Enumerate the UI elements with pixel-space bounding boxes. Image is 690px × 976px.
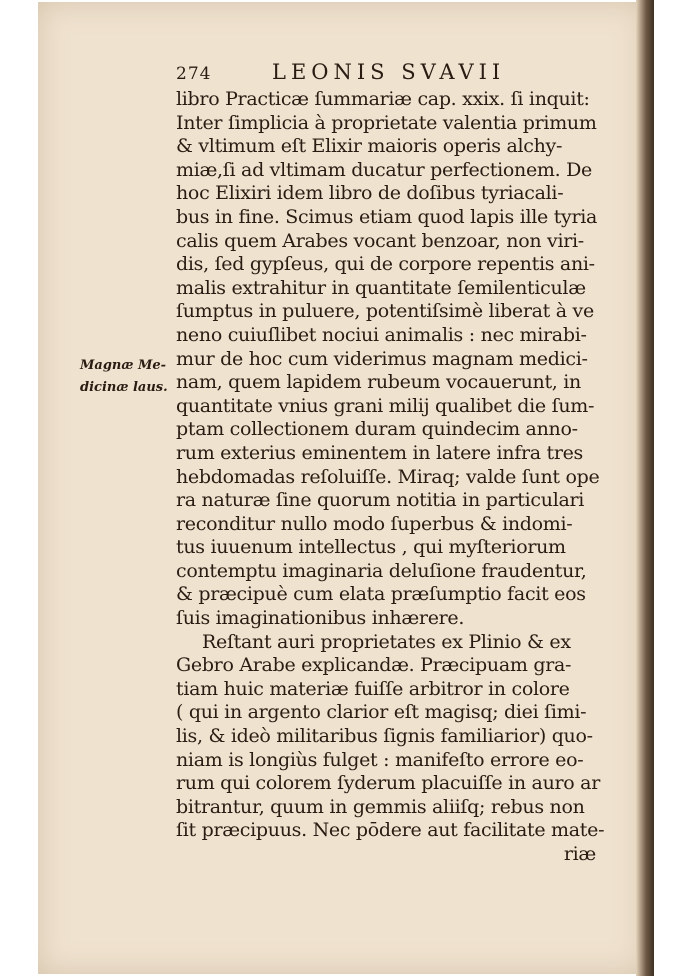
text-line: miæ,ſi ad vltimam ducatur perfectionem. De <box>176 158 592 181</box>
text-line: bus in fine. Scimus etiam quod lapis ille tyria <box>176 205 598 228</box>
text-line: ſuis imaginationibus inhærere. <box>176 607 465 630</box>
text-line: malis extrahitur in quantitate ſemilenticulæ <box>176 276 586 299</box>
body-text <box>176 88 605 867</box>
text-line: calis quem Arabes vocant benzoar, non viri- <box>176 229 584 252</box>
text-line: Inter ſimplicia à proprietate valentia primum <box>176 111 597 134</box>
text-line: ptam collectionem duram quindecim anno- <box>176 418 578 441</box>
margin-note-line: Magnæ Me- <box>80 358 167 373</box>
text-line: neno cuiuſlibet nociui animalis : nec mirabi- <box>176 323 587 346</box>
text-line: tus iuuenum intellectus , qui myſteriorum <box>176 536 566 559</box>
page-gutter-shadow <box>636 0 654 976</box>
text-line: niam is longiùs fulget : manifeſto errore eo- <box>176 748 584 771</box>
text-line: & præcipuè cum elata præſumptio facit eos <box>176 583 586 606</box>
margin-note-line: dicinæ laus. <box>80 380 168 395</box>
text-line: ſumptus in puluere, potentiſsimè liberat à ve <box>176 300 594 323</box>
text-line: contemptu imaginaria deluſione fraudentur, <box>176 559 587 582</box>
text-line: hoc Elixiri idem libro de doſibus tyriacali- <box>176 182 564 205</box>
text-line: quantitate vnius grani milij qualibet die ſum- <box>176 394 595 417</box>
text-line: rum qui colorem ſyderum placuiſſe in auro ar <box>176 772 600 795</box>
text-line: & vltimum eſt Elixir maioris operis alchy- <box>176 135 563 158</box>
text-line: Reſtant auri proprietates ex Plinio & ex <box>202 630 571 653</box>
margin-note <box>80 355 176 399</box>
text-line: dis, ſed gypſeus, qui de corpore repentis ani- <box>176 253 595 276</box>
text-line: ra naturæ ſine quorum notitia in particulari <box>176 489 585 512</box>
text-line: rum exterius eminentem in latere infra tres <box>176 441 584 464</box>
text-line: hebdomadas reſoluiſſe. Miraq; valde ſunt ope <box>176 465 600 488</box>
text-line: lis, & ideò militaribus ſignis familiarior) quo- <box>176 725 593 748</box>
text-line: mur de hoc cum viderimus magnam medici- <box>176 347 588 370</box>
page-number: 274 <box>176 64 212 84</box>
text-line: ſit præcipuus. Nec pōdere aut facilitate mate- <box>176 819 605 842</box>
text-line: reconditur nullo modo ſuperbus & indomi- <box>176 512 573 535</box>
text-line: tiam huic materiæ fuiſſe arbitror in colore <box>176 677 570 700</box>
catchword: riæ <box>563 843 596 865</box>
text-line: libro Practicæ ſummariæ cap. xxix. ſi inquit: <box>176 88 590 110</box>
text-line: Gebro Arabe explicandæ. Præcipuam gra- <box>176 654 572 677</box>
page-header <box>176 58 556 88</box>
page-edge-background <box>654 0 690 976</box>
running-head: LEONIS SVAVII <box>272 60 506 84</box>
text-line: bitrantur, quum in gemmis aliiſq; rebus non <box>176 795 585 818</box>
text-line: ( qui in argento clarior eſt magisq; diei ſimi- <box>176 701 587 724</box>
text-line: nam, quem lapidem rubeum vocauerunt, in <box>176 371 581 394</box>
